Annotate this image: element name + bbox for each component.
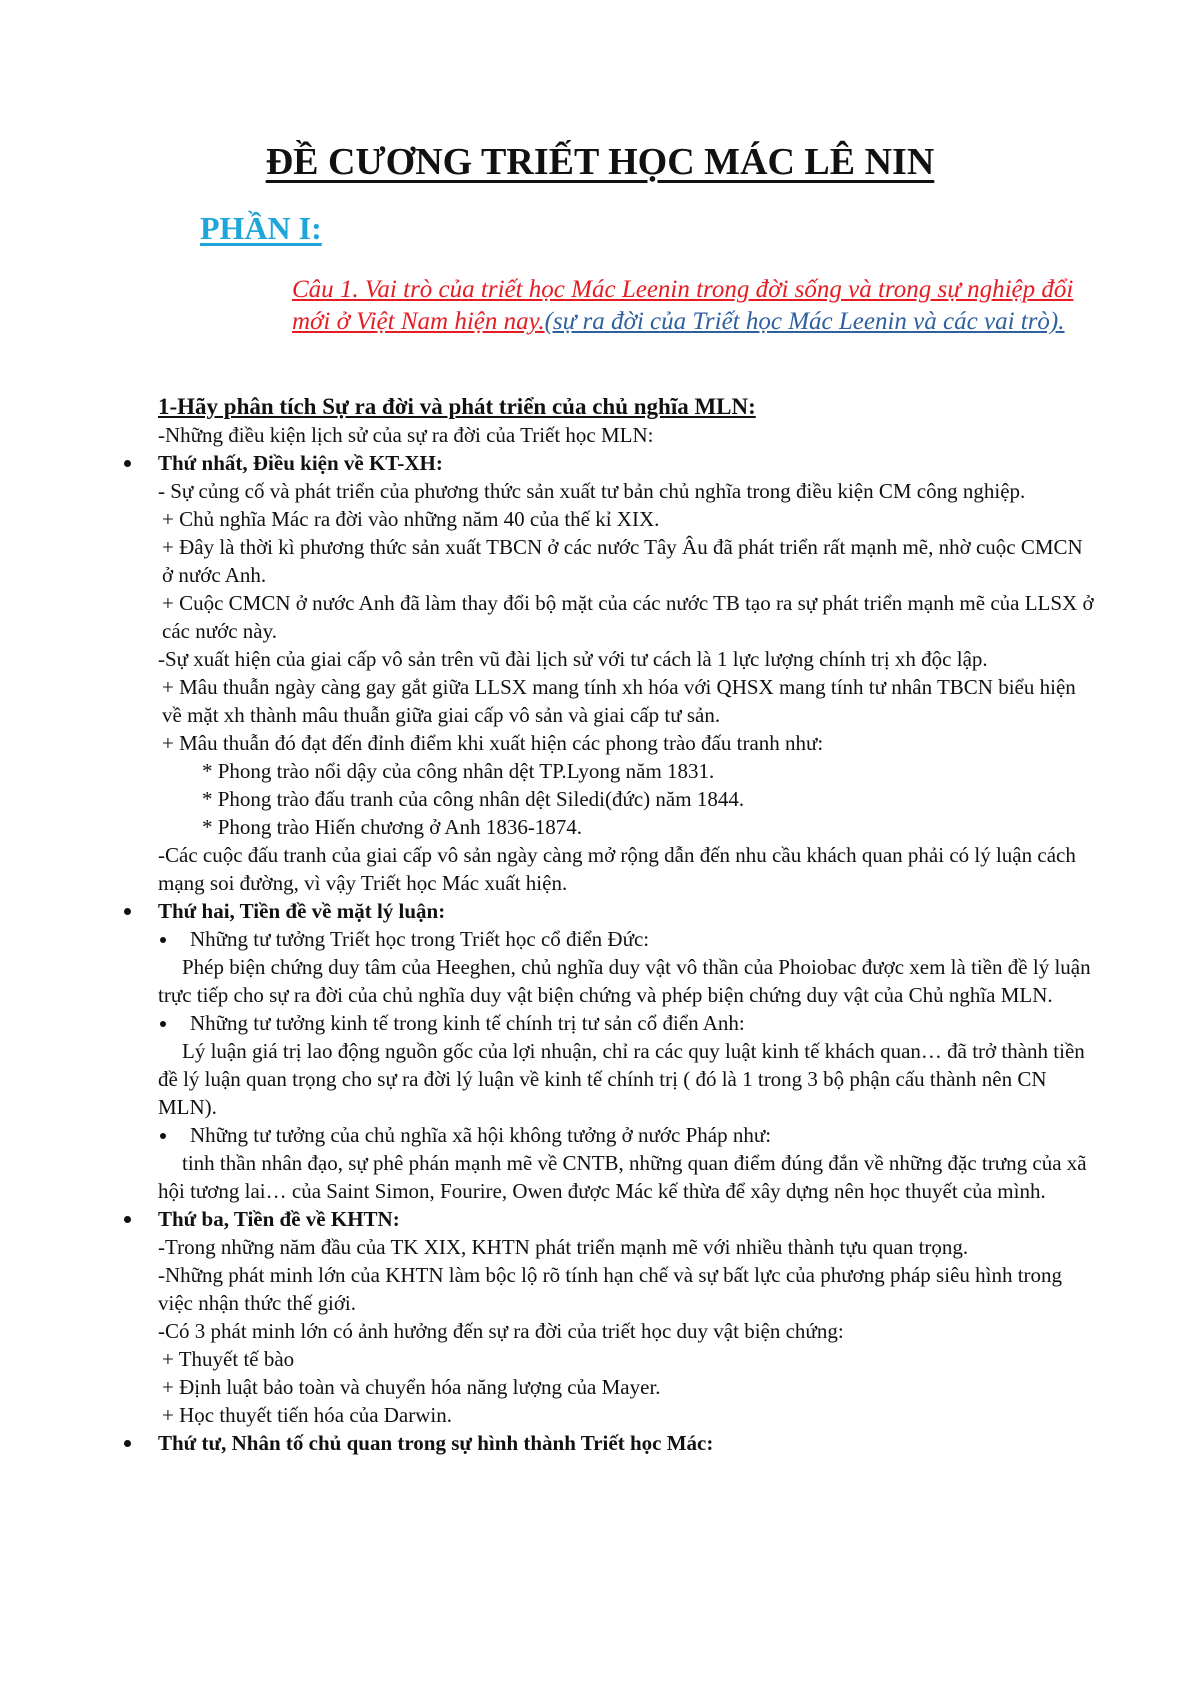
- sub-bullet-item: Những tư tưởng Triết học trong Triết học cổ điển Đức:: [158, 925, 1098, 953]
- text-line: + Đây là thời kì phương thức sản xuất TBCN ở các nước Tây Âu đã phát triển rất mạnh mẽ, nhờ cuộc CMCN ở nước Anh.: [162, 535, 1083, 587]
- sub-bullet-item: Những tư tưởng kinh tế trong kinh tế chính trị tư sản cổ điển Anh:: [158, 1009, 1098, 1037]
- text-line: -Trong những năm đầu của TK XIX, KHTN phát triển mạnh mẽ với nhiều thành tựu quan trọng.: [158, 1235, 969, 1259]
- bullet-item: Thứ hai, Tiền đề về mặt lý luận:: [158, 897, 1098, 925]
- text-paragraph: Phép biện chứng duy tâm của Heeghen, chủ nghĩa duy vật vô thần của Phoiobac được xem là tiền đề lý luận trực tiếp cho sự ra đời của chủ nghĩa duy vật biện chứng và phép biện chứng duy vật của Chủ nghĩa MLN.: [158, 955, 1091, 1007]
- text-paragraph: tinh thần nhân đạo, sự phê phán mạnh mẽ về CNTB, những quan điểm đúng đắn về những đặc trưng của xã hội tương lai… của Saint Simon, Fourire, Owen được Mác kế thừa để xây dựng nên học thuyết của mình.: [158, 1151, 1087, 1203]
- text-line: + Thuyết tế bào: [162, 1347, 295, 1371]
- text-line: + Học thuyết tiến hóa của Darwin.: [162, 1403, 453, 1427]
- text-line: + Cuộc CMCN ở nước Anh đã làm thay đổi bộ mặt của các nước TB tạo ra sự phát triển mạnh mẽ của LLSX ở các nước này.: [162, 591, 1094, 643]
- bullet-item: Thứ tư, Nhân tố chủ quan trong sự hình thành Triết học Mác:: [158, 1429, 1098, 1457]
- bullet-dot: [160, 1021, 166, 1027]
- bullet-item: Thứ nhất, Điều kiện về KT-XH:: [158, 449, 1098, 477]
- bullet-dot: [160, 1133, 166, 1139]
- text-line: -Sự xuất hiện của giai cấp vô sản trên vũ đài lịch sử với tư cách là 1 lực lượng chính trị xh độc lập.: [158, 647, 988, 671]
- bullet-dot: [124, 460, 131, 467]
- bullet-dot: [160, 937, 166, 943]
- text-line: * Phong trào đấu tranh của công nhân dệt Siledi(đức) năm 1844.: [202, 787, 745, 811]
- text-line: + Mâu thuẫn đó đạt đến đỉnh điểm khi xuất hiện các phong trào đấu tranh như:: [162, 731, 824, 755]
- bullet-dot: [124, 1216, 131, 1223]
- question-note: (sự ra đời của Triết học Mác Leenin và các vai trò).: [544, 308, 1065, 335]
- intro-line: -Những điều kiện lịch sử của sự ra đời của Triết học MLN:: [158, 423, 654, 447]
- section-heading: 1-Hãy phân tích Sự ra đời và phát triển của chủ nghĩa MLN:: [158, 394, 756, 419]
- document-body: [158, 393, 1098, 1457]
- text-line: * Phong trào nổi dậy của công nhân dệt TP.Lyong năm 1831.: [202, 759, 715, 783]
- bullet-item: Thứ ba, Tiền đề về KHTN:: [158, 1205, 1098, 1233]
- text-line: -Những phát minh lớn của KHTN làm bộc lộ rõ tính hạn chế và sự bất lực của phương pháp siêu hình trong việc nhận thức thế giới.: [158, 1263, 1063, 1315]
- text-line: -Các cuộc đấu tranh của giai cấp vô sản ngày càng mở rộng dẫn đến nhu cầu khách quan phải có lý luận cách mạng soi đường, vì vậy Triết học Mác xuất hiện.: [158, 843, 1076, 895]
- text-line: -Có 3 phát minh lớn có ảnh hưởng đến sự ra đời của triết học duy vật biện chứng:: [158, 1319, 844, 1343]
- bullet-dot: [124, 1440, 131, 1447]
- question-text: [292, 274, 1092, 338]
- text-line: + Định luật bảo toàn và chuyển hóa năng lượng của Mayer.: [162, 1375, 661, 1399]
- sub-bullet-item: Những tư tưởng của chủ nghĩa xã hội không tưởng ở nước Pháp như:: [158, 1121, 1098, 1149]
- text-line: + Chủ nghĩa Mác ra đời vào những năm 40 của thế kỉ XIX.: [162, 507, 660, 531]
- text-line: * Phong trào Hiến chương ở Anh 1836-1874.: [202, 815, 583, 839]
- bullet-dot: [124, 908, 131, 915]
- document-title: ĐỀ CƯƠNG TRIẾT HỌC MÁC LÊ NIN: [265, 141, 935, 183]
- part-heading: PHẦN I:: [200, 210, 322, 246]
- text-paragraph: Lý luận giá trị lao động nguồn gốc của lợi nhuận, chỉ ra các quy luật kinh tế khách quan… đã trở thành tiền đề lý luận quan trọng cho sự ra đời lý luận về kinh tế chính trị ( đó là 1 trong 3 bộ phận cấu thành nên CN MLN).: [158, 1039, 1085, 1119]
- text-line: + Mâu thuẫn ngày càng gay gắt giữa LLSX mang tính xh hóa với QHSX mang tính tư nhân TBCN biểu hiện về mặt xh thành mâu thuẫn giữa giai cấp vô sản và giai cấp tư sản.: [162, 675, 1076, 727]
- question-main: Câu 1. Vai trò của triết học Mác Leenin trong đời sống và trong sự nghiệp đổi mới ở Việt Nam hiện nay.: [292, 276, 1074, 335]
- text-line: - Sự củng cố và phát triển của phương thức sản xuất tư bản chủ nghĩa trong điều kiện CM công nghiệp.: [158, 479, 1026, 503]
